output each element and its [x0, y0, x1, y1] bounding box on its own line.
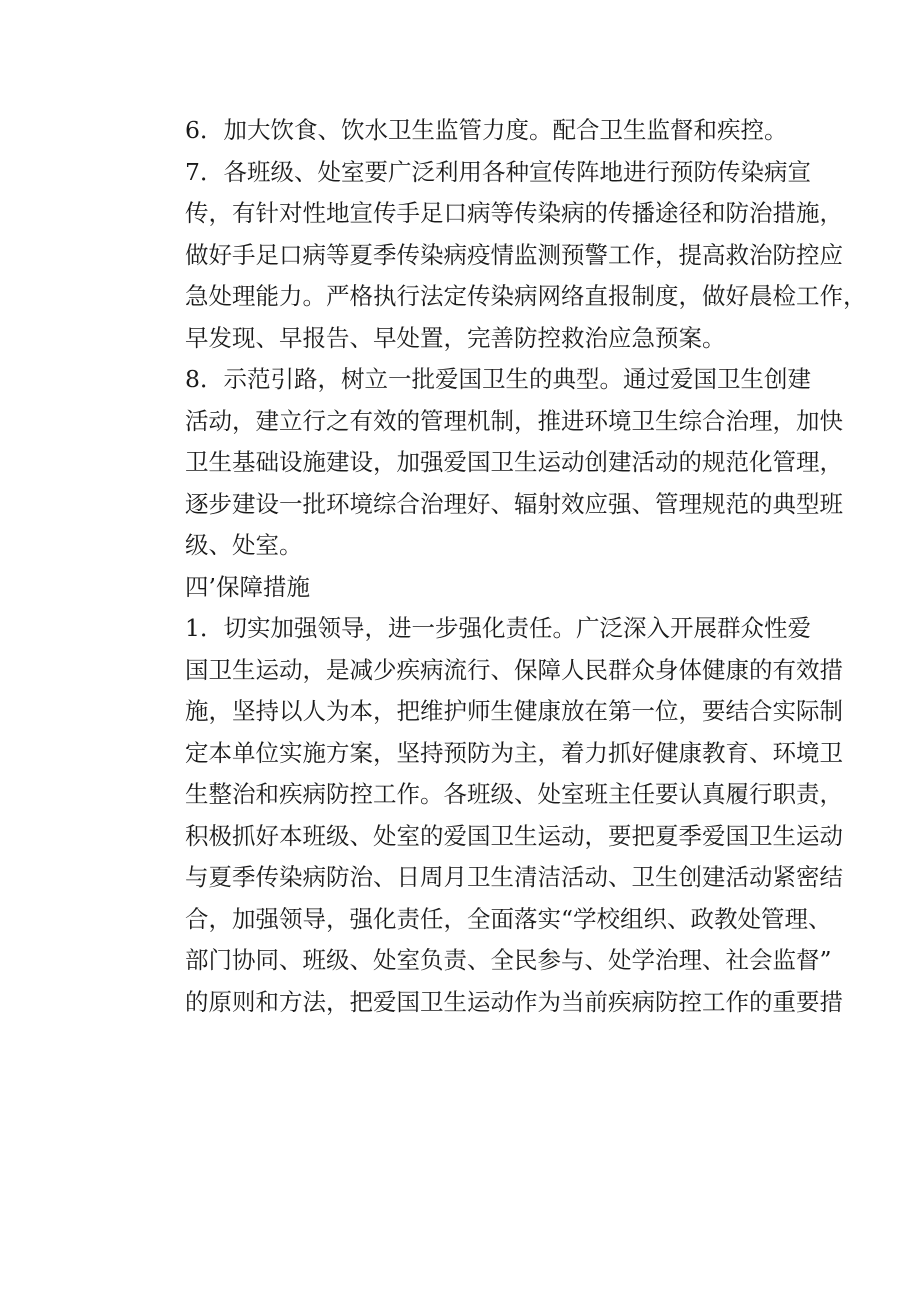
paragraph-item-6: [137, 110, 797, 152]
text-line: 急处理能力。严格执行法定传染病网络直报制度，做好晨检工作，: [185, 282, 867, 310]
text-line: 早发现、早报告、早处置，完善防控救治应急预案。: [185, 323, 726, 352]
text-line: 卫生基础设施建设，加强爱国卫生运动创建活动的规范化管理，: [185, 448, 843, 476]
text-line: 与夏季传染病防治、日周月卫生清洁活动、卫生创建活动紧密结: [185, 863, 843, 891]
text-line: 生整治和疾病防控工作。各班级、处室班主任要认真履行职责，: [185, 780, 843, 808]
text-line: 的原则和方法，把爱国卫生运动作为当前疾病防控工作的重要措: [185, 987, 843, 1016]
text-line: 四’保障措施: [185, 572, 310, 601]
text-line: 传，有针对性地宣传手足口病等传染病的传播途径和防治措施，: [185, 199, 843, 227]
text-line: 部门协同、班级、处室负责、全民参与、处学治理、社会监督”: [185, 946, 832, 974]
paragraph-item-8: [137, 359, 843, 567]
text-line: 做好手足口病等夏季传染病疫情监测预警工作，提高救治防控应: [185, 240, 843, 269]
text-line: 活动，建立行之有效的管理机制，推进环境卫生综合治理，加快: [185, 406, 843, 435]
text-line: 施，坚持以人为本，把维护师生健康放在第一位，要结合实际制: [185, 697, 843, 725]
paragraph-item-7: [137, 152, 867, 360]
text-line: 积极抓好本班级、处室的爱国卫生运动，要把夏季爱国卫生运动: [185, 821, 843, 850]
text-line: 1．切实加强领导，进一步强化责任。广泛深入开展群众性爱: [185, 614, 811, 642]
text-line: 7．各班级、处室要广泛利用各种宣传阵地进行预防传染病宣: [185, 157, 811, 186]
text-line: 合，加强领导，强化责任，全面落实“学校组织、政教处管理、: [185, 904, 832, 933]
document-body: [137, 110, 867, 1023]
paragraph-measure-1: [137, 608, 843, 1023]
text-line: 6．加大饮食、饮水卫生监管力度。配合卫生监督和疾控。: [185, 116, 788, 144]
text-line: 8．示范引路，树立一批爱国卫生的典型。通过爱国卫生创建: [185, 365, 811, 393]
text-line: 级、处室。: [185, 531, 303, 559]
text-line: 国卫生运动，是减少疾病流行、保障人民群众身体健康的有效措: [185, 655, 843, 684]
section-heading: [137, 567, 797, 609]
text-line: 定本单位实施方案，坚持预防为主，着力抓好健康教育、环境卫: [185, 738, 843, 767]
text-line: 逐步建设一批环境综合治理好、辐射效应强、管理规范的典型班: [185, 489, 843, 518]
